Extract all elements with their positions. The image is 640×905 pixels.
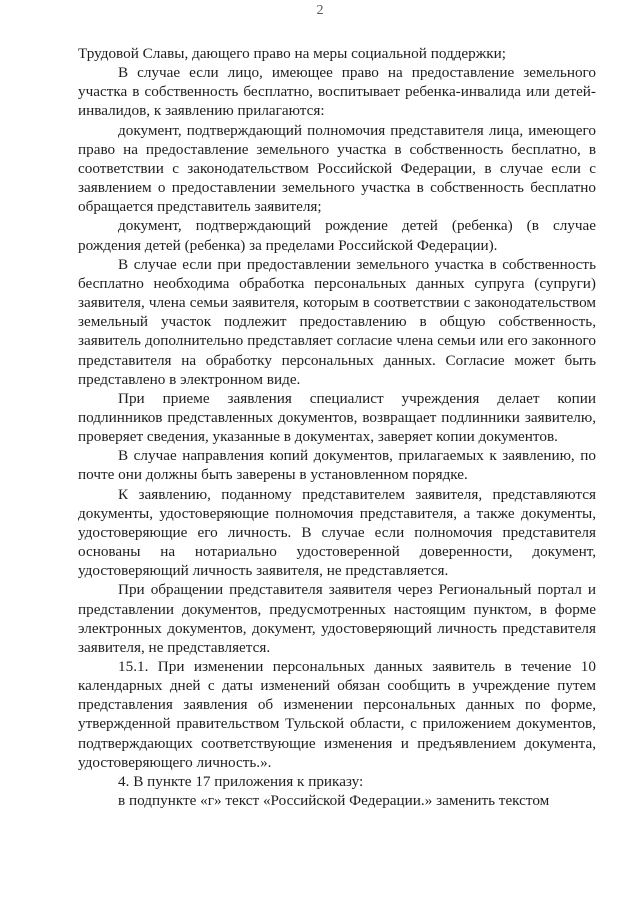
page-number: 2 [316,3,324,18]
paragraph-10: 15.1. При изменении персональных данных заявитель в течение 10 календарных дней с даты изменений обязан сообщить в учреждение путем представления заявления об изменении персональных данных по форме, утвержденной правительством Тульской области, с приложением документов, подтверждающих соответствующие изменения и предъявлением документа, удостоверяющего личность.». [78,658,596,771]
paragraph-11: 4. В пункте 17 приложения к приказу: [118,772,364,790]
paragraph-6: При приеме заявления специалист учреждения делает копии подлинников представленных документов, возвращает подлинники заявителю, проверяет сведения, указанные в документах, заверяет копии документов. [78,389,596,446]
paragraph-4: документ, подтверждающий рождение детей (ребенка) (в случае рождения детей (ребенка) за пределами Российской Федерации). [78,217,596,254]
paragraph-8: К заявлению, поданному представителем заявителя, представляются документы, удостоверяющие полномочия представителя, а также документы, удостоверяющие его личность. В случае если полномочия представителя основаны на нотариально удостоверенной доверенности, документ, удостоверяющий личность заявителя, не представляется. [78,485,596,580]
paragraph-12: в подпункте «г» текст «Российской Федерации.» заменить текстом [118,792,550,810]
paragraph-2: В случае если лицо, имеющее право на предоставление земельного участка в собственность бесплатно, воспитывает ребенка-инвалида или детей-инвалидов, к заявлению прилагаются: [78,64,596,120]
paragraph-3: документ, подтверждающий полномочия представителя лица, имеющего право на предоставление земельного участка в собственность бесплатно, в соответствии с законодательством Российской Федерации, в случае если с заявлением о предоставлении земельного участка в собственность бесплатно обращается представитель заявителя; [78,121,596,216]
paragraph-7: В случае направления копий документов, прилагаемых к заявлению, по почте они должны быть заверены в установленном порядке. [78,447,596,484]
paragraph-1: Трудовой Славы, дающего право на меры социальной поддержки; [78,45,506,62]
paragraph-5: В случае если при предоставлении земельного участка в собственность бесплатно необходима обработка персональных данных супруга (супруги) заявителя, члена семьи заявителя, которым в соответствии с законодательством земельный участок подлежит предоставлению в общую собственность, заявитель дополнительно представляет согласие члена семьи или его законного представителя на обработку персональных данных. Согласие может быть представлено в электронном виде. [78,255,596,388]
paragraph-9: При обращении представителя заявителя через Региональный портал и представлении документов, предусмотренных настоящим пунктом, в форме электронных документов, документ, удостоверяющий личность представителя заявителя, не представляется. [78,581,596,656]
document-body [78,44,596,810]
